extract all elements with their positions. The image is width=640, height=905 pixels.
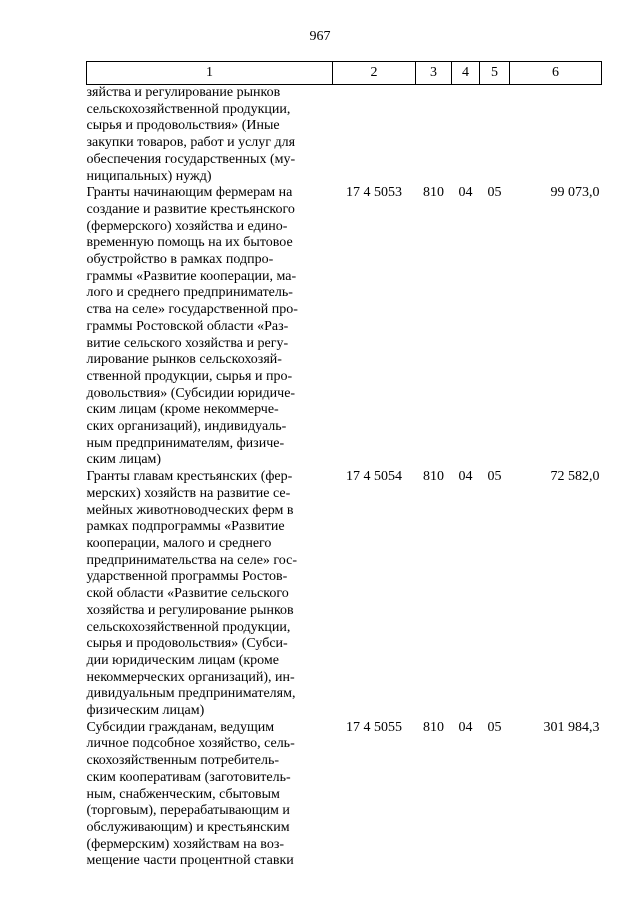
row-code: 17 4 5055 [346, 719, 402, 735]
description-line: витие сельского хозяйства и регу- [86, 335, 289, 351]
description-line: физическим лицам) [86, 703, 205, 719]
description-line: ственной продукции, сырья и про- [86, 368, 293, 384]
row-description [87, 185, 333, 469]
row-amount: 72 582,0 [550, 469, 600, 485]
description-line: ским лицам (кроме некоммерче- [86, 402, 279, 418]
description-line: (фермерским) хозяйствам на воз- [86, 836, 285, 852]
description-line: сельскохозяйственной продукции, [86, 619, 291, 635]
description-line: лирование рынков сельскохозяй- [86, 352, 282, 368]
description-line: Гранты начинающим фермерам на [86, 185, 293, 201]
row-subsection: 05 [487, 719, 502, 735]
row-section: 04 [458, 719, 473, 735]
description-line: сырья и продовольствия» (Иные [86, 118, 280, 134]
description-line: Гранты главам крестьянских (фер- [86, 469, 293, 485]
description-line: граммы «Развитие кооперации, ма- [86, 268, 297, 284]
description-line: ным, снабженческим, сбытовым [86, 786, 280, 802]
description-line: (фермерского) хозяйства и едино- [86, 218, 288, 234]
description-line: ским лицам) [86, 452, 162, 468]
table-row [87, 185, 602, 469]
row-expense-type: 810 [423, 469, 444, 485]
budget-table [86, 61, 602, 870]
column-header-4: 4 [452, 62, 480, 85]
description-line: временную помощь на их бытовое [86, 235, 293, 251]
description-line: обеспечения государственных (му- [86, 151, 296, 167]
description-line: рамках подпрограммы «Развитие [86, 519, 285, 535]
row-subsection: 05 [487, 469, 502, 485]
row-amount [510, 85, 602, 186]
row-description [87, 469, 333, 720]
description-line: мещение части процентной ставки [86, 853, 294, 869]
description-line: довольствия» (Субсидии юридиче- [86, 385, 296, 401]
table-row [87, 720, 602, 870]
description-line: дивидуальным предпринимателям, [86, 686, 296, 702]
row-code: 17 4 5054 [346, 469, 402, 485]
description-line: ным предпринимателям, физиче- [86, 435, 285, 451]
table-header-row [87, 62, 602, 85]
description-line: зяйства и регулирование рынков [86, 85, 281, 100]
row-section: 04 [458, 185, 473, 201]
row-description [87, 720, 333, 870]
description-line: Субсидии гражданам, ведущим [86, 719, 275, 735]
description-line: сырья и продовольствия» (Субси- [86, 636, 288, 652]
description-line: сельскохозяйственной продукции, [86, 101, 291, 117]
column-header-3: 3 [416, 62, 452, 85]
description-line: лого и среднего предприниматель- [86, 285, 293, 301]
description-line: ниципальных) нужд) [86, 168, 212, 184]
description-line: (торговым), перерабатывающим и [86, 803, 290, 819]
row-description [87, 85, 333, 186]
column-header-5: 5 [480, 62, 510, 85]
row-section [452, 85, 480, 186]
description-line: предпринимательства на селе» гос- [86, 552, 298, 568]
row-section: 04 [458, 469, 473, 485]
description-line: мерских) хозяйств на развитие се- [86, 485, 291, 501]
row-expense-type: 810 [423, 185, 444, 201]
description-line: кооперации, малого и среднего [86, 535, 272, 551]
description-line: ским кооперативам (заготовитель- [86, 769, 291, 785]
column-header-6: 6 [510, 62, 602, 85]
row-subsection [480, 85, 510, 186]
row-expense-type [416, 85, 452, 186]
description-line: обслуживающим) и крестьянским [86, 819, 290, 835]
description-line: дии юридическим лицам (кроме [86, 652, 279, 668]
description-line: ских организаций), индивидуаль- [86, 419, 287, 435]
row-amount: 99 073,0 [550, 185, 600, 201]
table-row [87, 469, 602, 720]
row-expense-type: 810 [423, 719, 444, 735]
description-line: закупки товаров, работ и услуг для [86, 135, 296, 151]
description-line: мейных животноводческих ферм в [86, 502, 294, 518]
description-line: личное подсобное хозяйство, сель- [86, 736, 295, 752]
table-row [87, 85, 602, 186]
page-number: 967 [309, 29, 331, 44]
description-line: хозяйства и регулирование рынков [86, 602, 294, 618]
description-line: обустройство в рамках подпро- [86, 252, 274, 268]
description-line: граммы Ростовской области «Раз- [86, 318, 289, 334]
description-line: ской области «Развитие сельского [86, 586, 289, 602]
row-code [333, 85, 416, 186]
row-amount: 301 984,3 [543, 719, 600, 735]
column-header-1: 1 [87, 62, 333, 85]
row-code: 17 4 5053 [346, 185, 402, 201]
description-line: ства на селе» государственной про- [86, 302, 298, 318]
description-line: ударственной программы Ростов- [86, 569, 288, 585]
row-subsection: 05 [487, 185, 502, 201]
column-header-2: 2 [333, 62, 416, 85]
description-line: скохозяйственным потребитель- [86, 753, 279, 769]
description-line: некоммерческих организаций), ин- [86, 669, 295, 685]
description-line: создание и развитие крестьянского [86, 201, 295, 217]
